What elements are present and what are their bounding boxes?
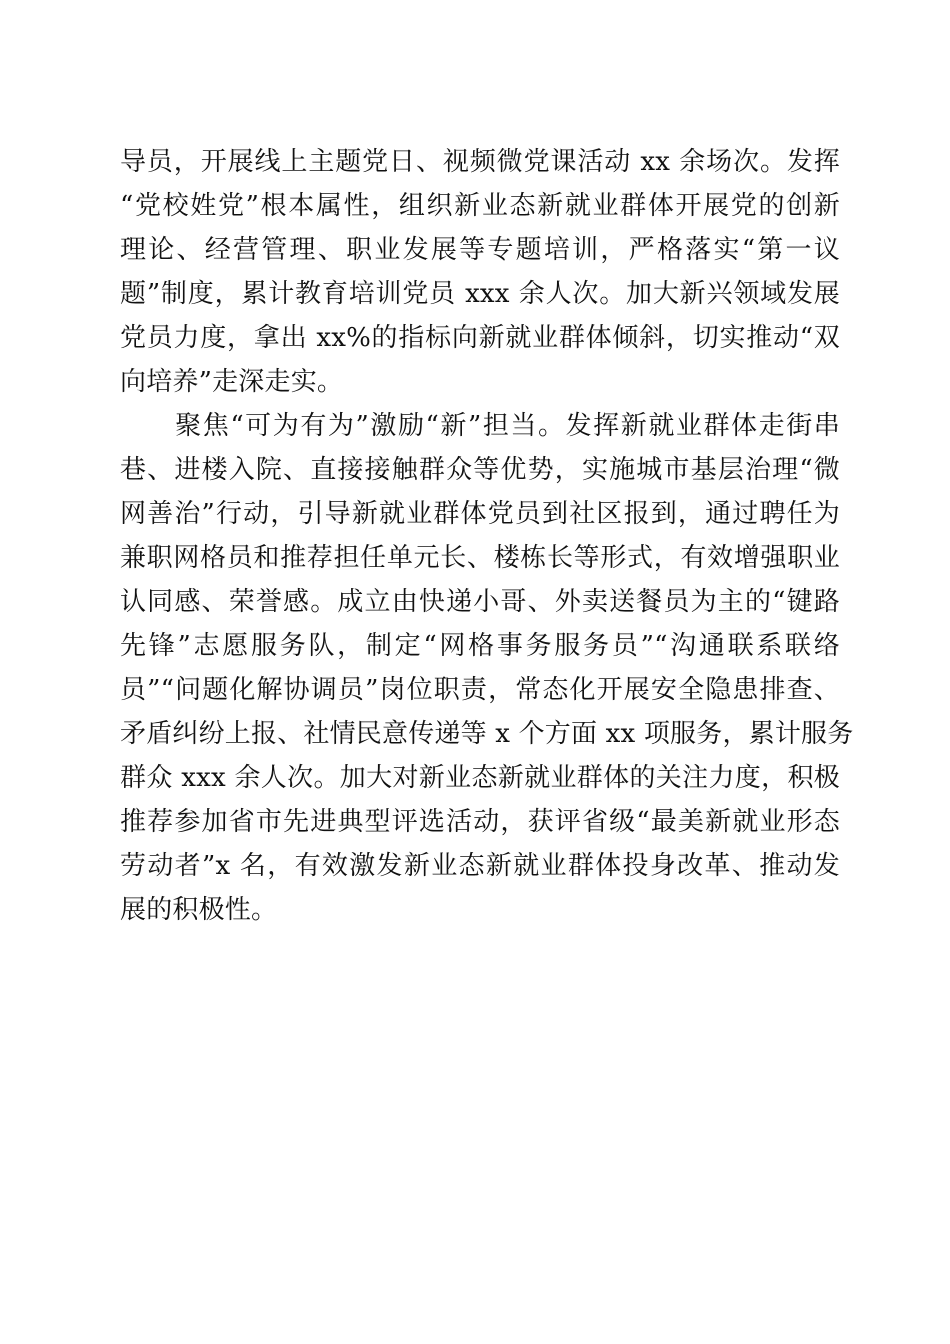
paragraph-1 bbox=[120, 140, 840, 404]
text-line: 党员力度，拿出 xx%的指标向新就业群体倾斜，切实推动“双 bbox=[120, 323, 840, 353]
text-line: 聚焦“可为有为”激励“新”担当。发挥新就业群体走街串 bbox=[120, 411, 840, 441]
text-line: 矛盾纠纷上报、社情民意传递等 x 个方面 xx 项服务，累计服务 bbox=[120, 719, 854, 749]
paragraph-2 bbox=[120, 404, 854, 932]
text-line: 群众 xxx 余人次。加大对新业态新就业群体的关注力度，积极 bbox=[120, 763, 840, 793]
text-line: 推荐参加省市先进典型评选活动，获评省级“最美新就业形态 bbox=[120, 807, 840, 837]
text-line: 劳动者”x 名，有效激发新业态新就业群体投身改革、推动发 bbox=[120, 851, 840, 881]
text-line: 先锋”志愿服务队，制定“网格事务服务员”“沟通联系联络 bbox=[120, 631, 840, 661]
text-line: “党校姓党”根本属性，组织新业态新就业群体开展党的创新 bbox=[120, 191, 840, 221]
text-line: 员”“问题化解协调员”岗位职责，常态化开展安全隐患排查、 bbox=[120, 675, 840, 705]
document-body bbox=[120, 140, 854, 932]
text-line: 理论、经营管理、职业发展等专题培训，严格落实“第一议 bbox=[120, 235, 840, 265]
text-line: 兼职网格员和推荐担任单元长、楼栋长等形式，有效增强职业 bbox=[120, 543, 840, 573]
text-line: 巷、进楼入院、直接接触群众等优势，实施城市基层治理“微 bbox=[120, 455, 840, 485]
text-line: 向培养”走深走实。 bbox=[120, 367, 344, 397]
text-line: 网善治”行动，引导新就业群体党员到社区报到，通过聘任为 bbox=[120, 499, 840, 529]
text-line: 导员，开展线上主题党日、视频微党课活动 xx 余场次。发挥 bbox=[120, 147, 840, 177]
text-line: 展的积极性。 bbox=[120, 895, 278, 925]
text-line: 认同感、荣誉感。成立由快递小哥、外卖送餐员为主的“键路 bbox=[120, 587, 840, 617]
text-line: 题”制度，累计教育培训党员 xxx 余人次。加大新兴领域发展 bbox=[120, 279, 840, 309]
